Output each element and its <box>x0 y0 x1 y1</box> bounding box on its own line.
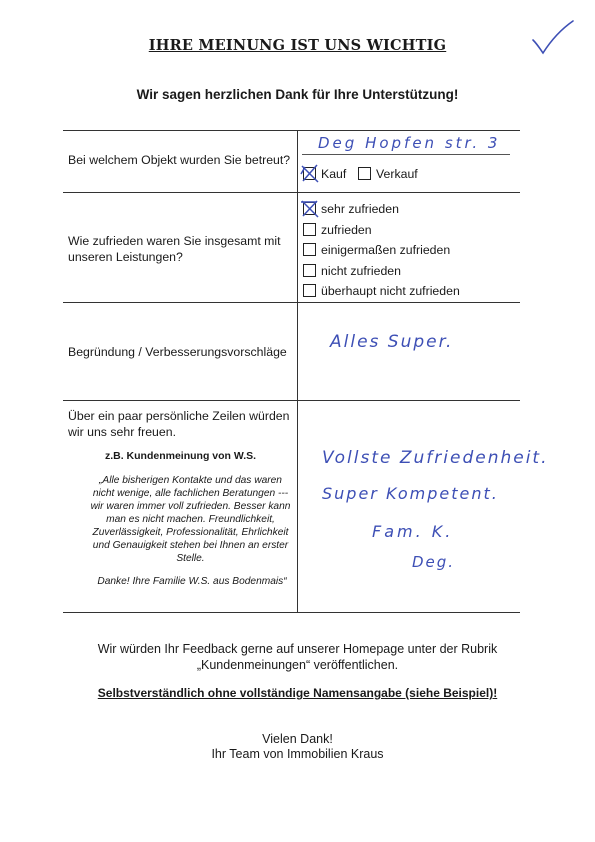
example-heading: z.B. Kundenmeinung von W.S. <box>104 450 257 462</box>
option-verkauf[interactable] <box>358 166 418 187</box>
checkbox-verkauf[interactable] <box>358 167 371 180</box>
address-underline <box>302 154 510 155</box>
footer-team: Ihr Team von Immobilien Kraus <box>211 747 384 761</box>
personal-lines-handwritten: Vollste Zufriedenheit. <box>322 448 549 468</box>
page-subtitle: Wir sagen herzlichen Dank für Ihre Unterstützung! <box>136 87 459 102</box>
option-sehr-zufrieden[interactable] <box>303 201 460 222</box>
personal-lines-handwritten: Fam. K. <box>372 522 454 541</box>
object-address-handwritten: Deg Hopfen str. 3 <box>318 134 501 152</box>
question-personal-lines-label: Über ein paar persönliche Zeilen würden wir uns sehr freuen. <box>68 409 290 439</box>
option-label: nicht zufrieden <box>321 263 401 278</box>
satisfaction-options <box>303 201 460 304</box>
personal-lines-handwritten: Super Kompetent. <box>322 484 499 503</box>
footer-feedback-line2: „Kundenmeinungen“ veröffentlichen. <box>196 658 399 672</box>
reason-answer-handwritten: Alles Super. <box>330 332 454 352</box>
footer-feedback-line1: Wir würden Ihr Feedback gerne auf unserer Homepage unter der Rubrik <box>97 642 498 656</box>
footer-note: Selbstverständlich ohne vollständige Namensangabe (siehe Beispiel)! <box>97 686 498 700</box>
cross-mark-icon <box>300 199 320 219</box>
option-zufrieden[interactable] <box>303 222 460 243</box>
option-nicht-zufrieden[interactable] <box>303 263 460 284</box>
option-label: zufrieden <box>321 222 372 237</box>
question-object-label: Bei welchem Objekt wurden Sie betreut? <box>68 153 291 167</box>
table-divider <box>63 192 520 193</box>
checkbox-sehr-zufrieden[interactable] <box>303 202 316 215</box>
example-signoff: Danke! Ihre Familie W.S. aus Bodenmais“ <box>97 576 287 587</box>
question-satisfaction-label: Wie zufrieden waren Sie insgesamt mit unseren Leistungen? <box>68 234 281 264</box>
table-column-divider <box>297 130 298 612</box>
example-quote: „Alle bisherigen Kontakte und das waren nicht wenige, alle fachlichen Beratungen --- wir waren immer voll zufrieden. Besser kann man es nicht machen. Freundlichkeit, Zuverlässigkeit, Professionalität, Ehrlichkeit und Genauigkeit stehen bei Ihnen an erster Stelle. <box>90 475 291 564</box>
checkbox-ueberhaupt-nicht-zufrieden[interactable] <box>303 284 316 297</box>
checkbox-kauf[interactable] <box>303 167 316 180</box>
option-label: einigermaßen zufrieden <box>321 243 451 257</box>
checkbox-einigermassen-zufrieden[interactable] <box>303 243 316 256</box>
option-label: sehr zufrieden <box>321 202 399 216</box>
checkbox-zufrieden[interactable] <box>303 223 316 236</box>
table-border-bottom <box>63 612 520 613</box>
option-label: Verkauf <box>376 167 418 181</box>
footer-thanks: Vielen Dank! <box>262 732 333 746</box>
option-label: Kauf <box>321 167 347 181</box>
option-label: überhaupt nicht zufrieden <box>321 284 460 298</box>
question-reason-label: Begründung / Verbesserungsvorschläge <box>68 345 287 359</box>
table-divider <box>63 400 520 401</box>
table-border-top <box>63 130 520 131</box>
option-kauf[interactable] <box>303 166 346 187</box>
cross-mark-icon <box>300 164 320 184</box>
option-ueberhaupt-nicht-zufrieden[interactable] <box>303 283 460 304</box>
option-einigermassen-zufrieden[interactable] <box>303 242 460 263</box>
page-title: IHRE MEINUNG IST UNS WICHTIG <box>148 37 447 54</box>
personal-lines-handwritten: Deg. <box>412 553 456 571</box>
checkbox-nicht-zufrieden[interactable] <box>303 264 316 277</box>
